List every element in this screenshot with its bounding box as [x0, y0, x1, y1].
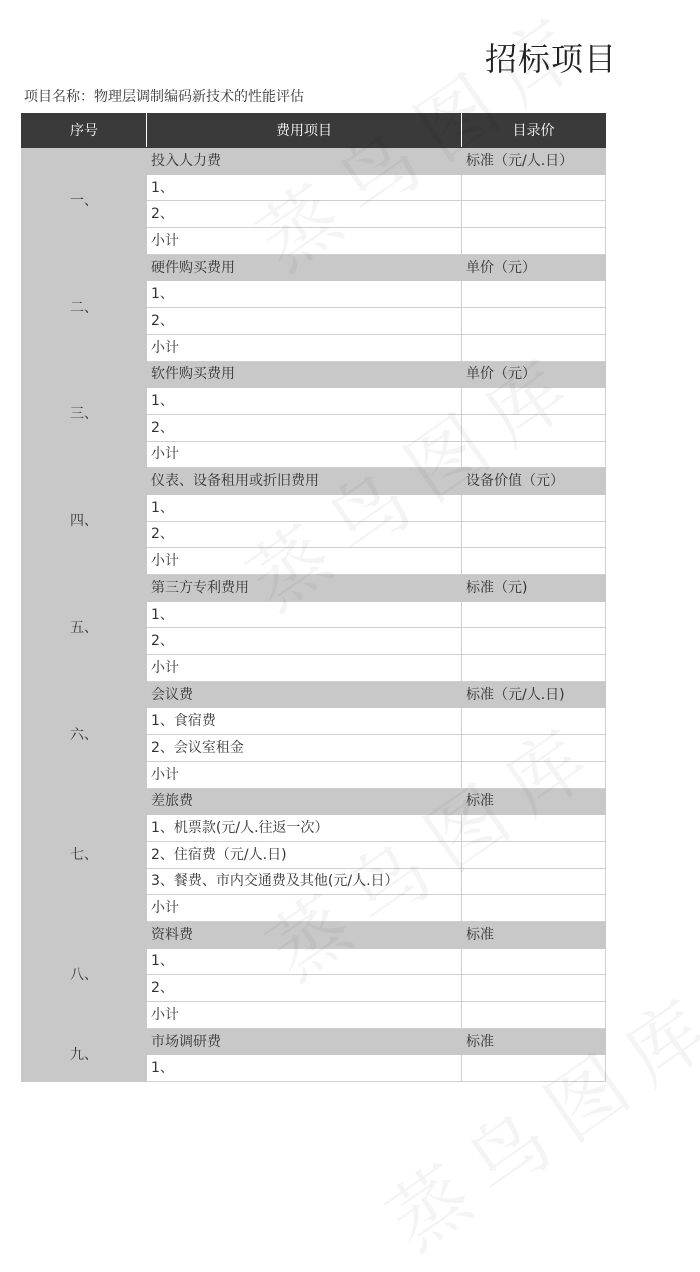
price-cell[interactable] — [462, 414, 606, 441]
category-label: 市场调研费 — [147, 1028, 462, 1055]
price-cell[interactable] — [462, 655, 606, 682]
category-row — [22, 148, 606, 175]
price-cell[interactable] — [462, 281, 606, 308]
item-label: 1、 — [147, 281, 462, 308]
table-body — [22, 148, 606, 1082]
item-label: 1、 — [147, 948, 462, 975]
category-row — [22, 575, 606, 602]
price-standard-label: 标准（元) — [462, 575, 606, 602]
category-label: 仪表、设备租用或折旧费用 — [147, 468, 462, 495]
item-label: 2、 — [147, 628, 462, 655]
item-label: 小计 — [147, 548, 462, 575]
price-cell[interactable] — [462, 868, 606, 895]
item-label: 2、 — [147, 308, 462, 335]
section-number: 五、 — [22, 575, 147, 682]
category-label: 会议费 — [147, 681, 462, 708]
category-label: 差旅费 — [147, 788, 462, 815]
price-standard-label: 标准 — [462, 1028, 606, 1055]
price-cell[interactable] — [462, 201, 606, 228]
item-label: 2、 — [147, 414, 462, 441]
price-cell[interactable] — [462, 334, 606, 361]
price-cell[interactable] — [462, 708, 606, 735]
price-cell[interactable] — [462, 1002, 606, 1029]
section-number: 六、 — [22, 681, 147, 788]
item-label: 小计 — [147, 1002, 462, 1029]
item-label: 1、 — [147, 388, 462, 415]
price-cell[interactable] — [462, 441, 606, 468]
header-seq: 序号 — [22, 114, 147, 148]
item-label: 1、 — [147, 601, 462, 628]
category-row — [22, 254, 606, 281]
price-cell[interactable] — [462, 388, 606, 415]
header-price: 目录价 — [462, 114, 606, 148]
category-row — [22, 921, 606, 948]
price-cell[interactable] — [462, 761, 606, 788]
price-standard-label: 单价（元） — [462, 361, 606, 388]
item-label: 2、 — [147, 975, 462, 1002]
category-row — [22, 1028, 606, 1055]
price-standard-label: 标准（元/人.日) — [462, 681, 606, 708]
price-cell[interactable] — [462, 735, 606, 762]
category-label: 硬件购买费用 — [147, 254, 462, 281]
section-number: 七、 — [22, 788, 147, 921]
category-label: 资料费 — [147, 921, 462, 948]
price-cell[interactable] — [462, 548, 606, 575]
price-cell[interactable] — [462, 174, 606, 201]
item-label: 1、 — [147, 174, 462, 201]
price-cell[interactable] — [462, 228, 606, 255]
price-cell[interactable] — [462, 975, 606, 1002]
category-label: 软件购买费用 — [147, 361, 462, 388]
section-number: 八、 — [22, 921, 147, 1028]
price-standard-label: 标准 — [462, 921, 606, 948]
item-label: 小计 — [147, 761, 462, 788]
item-label: 3、餐费、市内交通费及其他(元/人.日） — [147, 868, 462, 895]
price-cell[interactable] — [462, 948, 606, 975]
price-cell[interactable] — [462, 521, 606, 548]
category-label: 第三方专利费用 — [147, 575, 462, 602]
section-number: 九、 — [22, 1028, 147, 1081]
item-label: 2、会议室租金 — [147, 735, 462, 762]
price-cell[interactable] — [462, 494, 606, 521]
item-label: 2、住宿费（元/人.日) — [147, 841, 462, 868]
page-title: 招标项目 — [485, 40, 618, 78]
item-label: 1、 — [147, 494, 462, 521]
price-cell[interactable] — [462, 815, 606, 842]
price-cell[interactable] — [462, 895, 606, 922]
price-cell[interactable] — [462, 308, 606, 335]
item-label: 小计 — [147, 655, 462, 682]
category-label: 投入人力费 — [147, 148, 462, 175]
item-label: 2、 — [147, 521, 462, 548]
category-row — [22, 361, 606, 388]
price-cell[interactable] — [462, 601, 606, 628]
price-cell[interactable] — [462, 628, 606, 655]
item-label: 2、 — [147, 201, 462, 228]
section-number: 二、 — [22, 254, 147, 361]
header-item: 费用项目 — [147, 114, 462, 148]
price-cell[interactable] — [462, 841, 606, 868]
item-label: 小计 — [147, 228, 462, 255]
item-label: 小计 — [147, 895, 462, 922]
category-row — [22, 788, 606, 815]
price-standard-label: 设备价值（元） — [462, 468, 606, 495]
section-number: 一、 — [22, 148, 147, 255]
item-label: 1、机票款(元/人.往返一次） — [147, 815, 462, 842]
item-label: 1、食宿费 — [147, 708, 462, 735]
section-number: 三、 — [22, 361, 147, 468]
section-number: 四、 — [22, 468, 147, 575]
price-cell[interactable] — [462, 1055, 606, 1082]
item-label: 1、 — [147, 1055, 462, 1082]
price-standard-label: 标准（元/人.日） — [462, 148, 606, 175]
category-row — [22, 681, 606, 708]
price-standard-label: 标准 — [462, 788, 606, 815]
item-label: 小计 — [147, 441, 462, 468]
item-label: 小计 — [147, 334, 462, 361]
budget-table — [21, 113, 606, 1082]
price-standard-label: 单价（元） — [462, 254, 606, 281]
project-name: 项目名称：物理层调制编码新技术的性能评估 — [24, 89, 304, 105]
table-header-row — [22, 114, 606, 148]
category-row — [22, 468, 606, 495]
